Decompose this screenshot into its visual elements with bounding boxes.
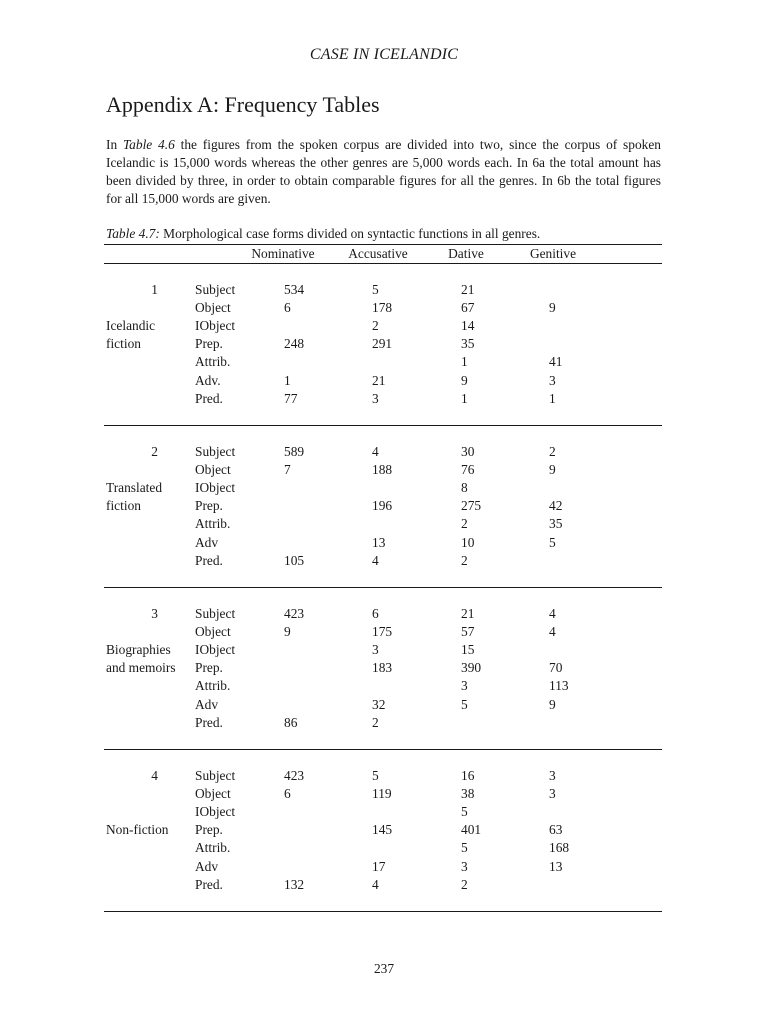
dative-cell: 67 <box>461 300 475 316</box>
function-cell: Object <box>195 786 231 802</box>
dative-cell: 2 <box>461 876 468 892</box>
genitive-cell: 70 <box>549 660 563 676</box>
genitive-cell: 3 <box>549 768 556 783</box>
accusative-cell: 32 <box>372 696 386 712</box>
accusative-cell: 4 <box>372 444 379 459</box>
nominative-cell: 423 <box>284 768 305 783</box>
function-cell: Prep. <box>195 336 223 352</box>
nominative-cell: 589 <box>284 444 305 459</box>
genre-number: 1 <box>151 282 158 297</box>
accusative-cell: 5 <box>372 282 379 297</box>
table-caption <box>106 226 540 242</box>
group-separator-rule <box>104 587 662 588</box>
function-cell: Adv <box>195 696 219 712</box>
genre-name: fiction <box>106 498 141 514</box>
function-cell: Pred. <box>195 390 223 406</box>
genre-name: and memoirs <box>106 660 176 676</box>
genitive-cell: 35 <box>549 516 563 532</box>
accusative-cell: 4 <box>372 552 379 568</box>
nominative-cell: 6 <box>284 300 291 316</box>
function-cell: Adv <box>195 534 219 550</box>
column-header: Nominative <box>251 246 315 261</box>
genre-number: 3 <box>151 606 158 621</box>
function-cell: Subject <box>195 444 236 459</box>
accusative-cell: 6 <box>372 606 379 621</box>
column-header: Accusative <box>348 246 408 261</box>
accusative-cell: 4 <box>372 876 379 892</box>
function-cell: Adv. <box>195 372 221 388</box>
column-header: Genitive <box>529 246 577 261</box>
nominative-cell: 534 <box>284 282 305 297</box>
accusative-cell: 3 <box>372 642 379 658</box>
page-title: Appendix A: Frequency Tables <box>106 92 380 117</box>
genitive-cell: 63 <box>549 822 563 838</box>
genitive-cell: 3 <box>549 786 556 802</box>
dative-cell: 3 <box>461 678 468 694</box>
accusative-cell: 13 <box>372 534 386 550</box>
nominative-cell: 248 <box>284 336 305 352</box>
function-cell: Prep. <box>195 822 223 838</box>
function-cell: Subject <box>195 606 236 621</box>
dative-cell: 2 <box>461 552 468 568</box>
accusative-cell: 2 <box>372 714 379 730</box>
genitive-cell: 168 <box>549 840 570 856</box>
accusative-cell: 119 <box>372 786 392 802</box>
accusative-cell: 21 <box>372 372 386 388</box>
accusative-cell: 175 <box>372 624 393 640</box>
genitive-cell: 113 <box>549 678 569 694</box>
genitive-cell: 9 <box>549 696 556 712</box>
dative-cell: 16 <box>461 768 475 783</box>
function-cell: Pred. <box>195 876 223 892</box>
dative-cell: 5 <box>461 696 468 712</box>
nominative-cell: 9 <box>284 624 291 640</box>
group-separator-rule <box>104 911 662 912</box>
function-cell: Pred. <box>195 552 223 568</box>
genre-number: 4 <box>151 768 158 783</box>
nominative-cell: 1 <box>284 372 291 388</box>
nominative-cell: 86 <box>284 714 298 730</box>
dative-cell: 5 <box>461 840 468 856</box>
dative-cell: 401 <box>461 822 482 838</box>
nominative-cell: 7 <box>284 462 291 478</box>
accusative-cell: 183 <box>372 660 393 676</box>
dative-cell: 30 <box>461 444 475 459</box>
dative-cell: 275 <box>461 498 482 514</box>
genre-name: Non-fiction <box>106 822 169 838</box>
dative-cell: 57 <box>461 624 475 640</box>
accusative-cell: 5 <box>372 768 379 783</box>
genitive-cell: 3 <box>549 372 556 388</box>
function-cell: Adv <box>195 858 219 874</box>
function-cell: Subject <box>195 768 236 783</box>
function-cell: Attrib. <box>195 354 231 370</box>
genre-name: Biographies <box>106 642 171 658</box>
function-cell: Object <box>195 462 231 478</box>
function-cell: Object <box>195 300 231 316</box>
dative-cell: 21 <box>461 282 475 297</box>
intro-text: the figures from the spoken corpus are divided into two, since the corpus of spoken Icelandic is 15,000 words whereas the other genres are 5,000 words each. In 6a the total amount has been divided by three, in order to obtain comparable figures for all the genres. In 6b the total figures for all 15,000 words are given. <box>106 137 661 206</box>
genre-name: fiction <box>106 336 141 352</box>
function-cell: Object <box>195 624 231 640</box>
column-header: Dative <box>448 246 484 261</box>
genitive-cell: 42 <box>549 498 563 514</box>
nominative-cell: 77 <box>284 390 298 406</box>
page-number: 237 <box>373 961 395 976</box>
genre-name: Translated <box>106 480 163 496</box>
table-caption-label: Table 4.7: <box>106 226 160 241</box>
group-separator-rule <box>104 749 662 750</box>
dative-cell: 390 <box>461 660 482 676</box>
dative-cell: 1 <box>461 390 468 406</box>
genitive-cell: 9 <box>549 300 556 316</box>
genitive-cell: 4 <box>549 606 556 621</box>
dative-cell: 2 <box>461 516 468 532</box>
nominative-cell: 105 <box>284 552 305 568</box>
function-cell: IObject <box>195 318 236 334</box>
dative-cell: 3 <box>461 858 468 874</box>
dative-cell: 14 <box>461 318 475 334</box>
function-cell: Attrib. <box>195 516 231 532</box>
accusative-cell: 145 <box>372 822 393 838</box>
genitive-cell: 13 <box>549 858 563 874</box>
dative-cell: 38 <box>461 786 475 802</box>
intro-paragraph <box>106 136 661 208</box>
accusative-cell: 291 <box>372 336 393 352</box>
accusative-cell: 2 <box>372 318 379 334</box>
dative-cell: 21 <box>461 606 475 621</box>
dative-cell: 10 <box>461 534 475 550</box>
accusative-cell: 188 <box>372 462 393 478</box>
accusative-cell: 178 <box>372 300 393 316</box>
dative-cell: 15 <box>461 642 475 658</box>
genitive-cell: 1 <box>549 390 556 406</box>
function-cell: IObject <box>195 480 236 496</box>
genitive-cell: 41 <box>549 354 563 370</box>
genitive-cell: 9 <box>549 462 556 478</box>
function-cell: Attrib. <box>195 840 231 856</box>
nominative-cell: 6 <box>284 786 291 802</box>
function-cell: Subject <box>195 282 236 297</box>
function-cell: Attrib. <box>195 678 231 694</box>
genitive-cell: 5 <box>549 534 556 550</box>
dative-cell: 9 <box>461 372 468 388</box>
function-cell: IObject <box>195 642 236 658</box>
genitive-cell: 2 <box>549 444 556 459</box>
nominative-cell: 132 <box>284 876 305 892</box>
table-caption-text: Morphological case forms divided on syntactic functions in all genres. <box>159 226 541 241</box>
accusative-cell: 17 <box>372 858 386 874</box>
intro-prefix: In <box>106 137 123 152</box>
dative-cell: 76 <box>461 462 475 478</box>
dative-cell: 5 <box>461 804 468 820</box>
running-head: CASE IN ICELANDIC <box>309 46 459 63</box>
function-cell: Prep. <box>195 660 223 676</box>
group-separator-rule <box>104 425 662 426</box>
function-cell: Prep. <box>195 498 223 514</box>
dative-cell: 1 <box>461 354 468 370</box>
intro-table-ref: Table 4.6 <box>122 137 175 152</box>
accusative-cell: 196 <box>372 498 393 514</box>
function-cell: IObject <box>195 804 236 820</box>
table-header-rule <box>104 263 662 264</box>
function-cell: Pred. <box>195 714 223 730</box>
dative-cell: 8 <box>461 480 468 496</box>
nominative-cell: 423 <box>284 606 305 621</box>
accusative-cell: 3 <box>372 390 379 406</box>
dative-cell: 35 <box>461 336 475 352</box>
genre-name: Icelandic <box>106 318 156 334</box>
genitive-cell: 4 <box>549 624 556 640</box>
genre-number: 2 <box>151 444 158 459</box>
